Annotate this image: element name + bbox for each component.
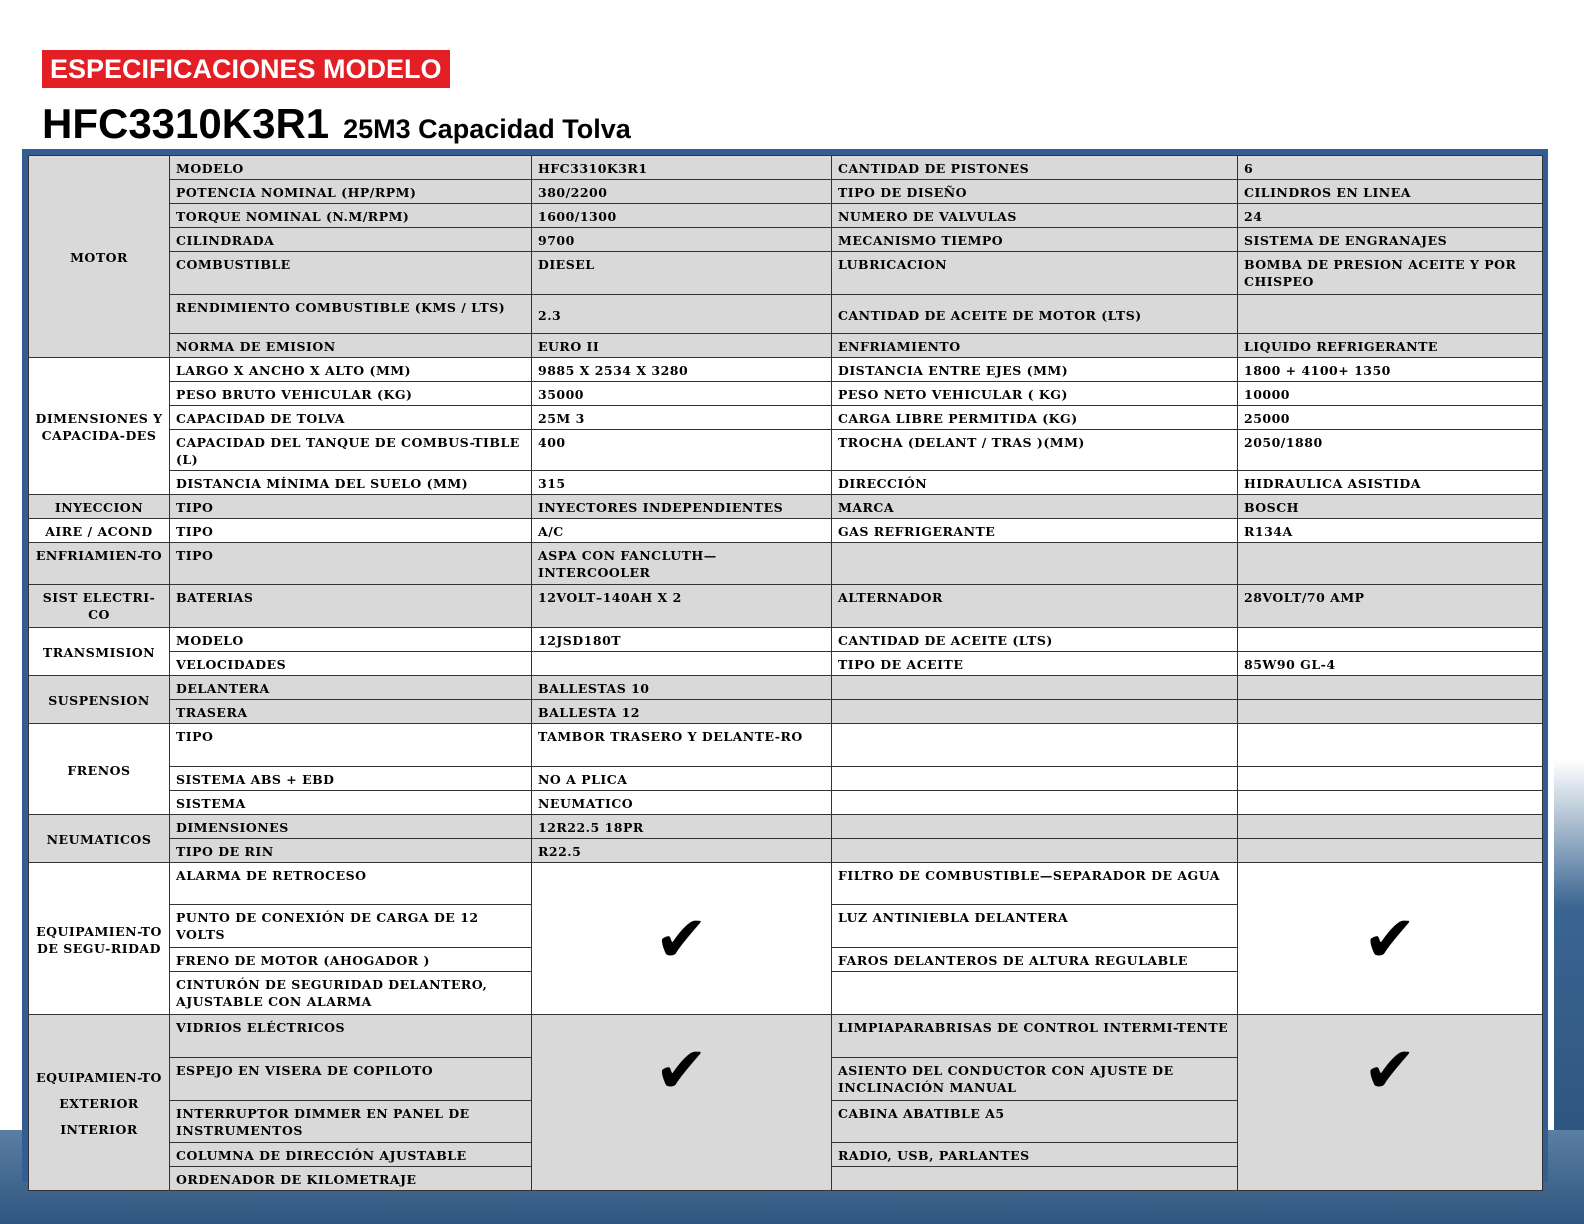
spec-value <box>1238 815 1543 839</box>
spec-value: 400 <box>532 430 832 471</box>
spec-label: SISTEMA <box>170 791 532 815</box>
spec-label: TIPO DE ACEITE <box>832 652 1238 676</box>
spec-label <box>832 676 1238 700</box>
spec-value: DIESEL <box>532 252 832 295</box>
spec-label: TORQUE NOMINAL (N.M/RPM) <box>170 204 532 228</box>
spec-table <box>28 155 1543 1191</box>
spec-label: MODELO <box>170 628 532 652</box>
table-row <box>29 228 1543 252</box>
spec-label: TIPO <box>170 543 532 585</box>
spec-label: PESO NETO VEHICULAR ( KG) <box>832 382 1238 406</box>
model-name: HFC3310K3R1 <box>42 100 330 147</box>
spec-label: CAPACIDAD DEL TANQUE DE COMBUS-TIBLE (L) <box>170 430 532 471</box>
section-suspension: SUSPENSION <box>29 676 170 724</box>
check-icon: ✔ <box>1362 1034 1418 1108</box>
spec-label <box>832 839 1238 863</box>
table-row <box>29 628 1543 652</box>
spec-label <box>832 815 1238 839</box>
table-row <box>29 358 1543 382</box>
spec-label: MARCA <box>832 495 1238 519</box>
spec-label: CANTIDAD DE ACEITE (LTS) <box>832 628 1238 652</box>
spec-label: NORMA DE EMISION <box>170 334 532 358</box>
spec-label: PESO BRUTO VEHICULAR (KG) <box>170 382 532 406</box>
spec-value: A/C <box>532 519 832 543</box>
table-row <box>29 495 1543 519</box>
table-row <box>29 156 1543 180</box>
equip-item: ASIENTO DEL CONDUCTOR CON AJUSTE DE INCLINACIÓN MANUAL <box>832 1058 1238 1101</box>
spec-value <box>532 652 832 676</box>
spec-value: 10000 <box>1238 382 1543 406</box>
spec-value: R22.5 <box>532 839 832 863</box>
spec-value: 1600/1300 <box>532 204 832 228</box>
spec-value <box>1238 628 1543 652</box>
spec-value: NO A PLICA <box>532 767 832 791</box>
spec-value: HIDRAULICA ASISTIDA <box>1238 471 1543 495</box>
spec-label: DIRECCIÓN <box>832 471 1238 495</box>
spec-badge: ESPECIFICACIONES MODELO <box>42 50 450 88</box>
spec-value <box>1238 295 1543 334</box>
table-row <box>29 585 1543 628</box>
spec-value: 1800 + 4100+ 1350 <box>1238 358 1543 382</box>
section-inyeccion: INYECCION <box>29 495 170 519</box>
section-exterior-label-3: INTERIOR <box>60 1121 138 1137</box>
table-row <box>29 430 1543 471</box>
section-enfriamiento: ENFRIAMIEN-TO <box>29 543 170 585</box>
spec-label: TIPO <box>170 519 532 543</box>
check-icon: ✔ <box>1362 902 1418 977</box>
table-row <box>29 791 1543 815</box>
spec-label: CAPACIDAD DE TOLVA <box>170 406 532 430</box>
equip-item: PUNTO DE CONEXIÓN DE CARGA DE 12 VOLTS <box>170 905 532 948</box>
spec-label: ALTERNADOR <box>832 585 1238 628</box>
section-dimensiones: DIMENSIONES Y CAPACIDA-DES <box>29 358 170 495</box>
table-row <box>29 767 1543 791</box>
table-row <box>29 700 1543 724</box>
spec-label: COMBUSTIBLE <box>170 252 532 295</box>
section-electrico: SIST ELECTRI-CO <box>29 585 170 628</box>
spec-value: 12JSD180T <box>532 628 832 652</box>
spec-label <box>832 700 1238 724</box>
spec-value: CILINDROS EN LINEA <box>1238 180 1543 204</box>
table-row <box>29 471 1543 495</box>
table-row <box>29 519 1543 543</box>
spec-value: 12VOLT–140AH X 2 <box>532 585 832 628</box>
section-motor: MOTOR <box>29 156 170 358</box>
spec-label: TIPO <box>170 495 532 519</box>
spec-label: TIPO DE RIN <box>170 839 532 863</box>
spec-label: TRASERA <box>170 700 532 724</box>
table-row <box>29 334 1543 358</box>
spec-value: NEUMATICO <box>532 791 832 815</box>
equip-item: LUZ ANTINIEBLA DELANTERA <box>832 905 1238 948</box>
table-row <box>29 180 1543 204</box>
spec-label: TIPO <box>170 724 532 767</box>
equip-item: RADIO, USB, PARLANTES <box>832 1143 1238 1167</box>
spec-value: BALLESTAS 10 <box>532 676 832 700</box>
spec-value: LIQUIDO REFRIGERANTE <box>1238 334 1543 358</box>
spec-value: INYECTORES INDEPENDIENTES <box>532 495 832 519</box>
table-row <box>29 676 1543 700</box>
spec-label: DIMENSIONES <box>170 815 532 839</box>
spec-value: 380/2200 <box>532 180 832 204</box>
spec-value: 6 <box>1238 156 1543 180</box>
check-cell <box>532 1015 832 1191</box>
spec-label: DISTANCIA ENTRE EJES (MM) <box>832 358 1238 382</box>
section-exterior-interior <box>29 1015 170 1191</box>
spec-value: 25000 <box>1238 406 1543 430</box>
spec-label <box>832 724 1238 767</box>
spec-value: 12R22.5 18PR <box>532 815 832 839</box>
spec-value: ASPA CON FANCLUTH—INTERCOOLER <box>532 543 832 585</box>
equip-item: CABINA ABATIBLE A5 <box>832 1101 1238 1143</box>
check-cell <box>1238 1015 1543 1191</box>
section-neumaticos: NEUMATICOS <box>29 815 170 863</box>
spec-value: BOMBA DE PRESION ACEITE Y POR CHISPEO <box>1238 252 1543 295</box>
spec-label: CANTIDAD DE PISTONES <box>832 156 1238 180</box>
equip-item: VIDRIOS ELÉCTRICOS <box>170 1015 532 1058</box>
table-row <box>29 652 1543 676</box>
spec-label: TROCHA (DELANT / TRAS )(MM) <box>832 430 1238 471</box>
spec-label: SISTEMA ABS + EBD <box>170 767 532 791</box>
check-icon: ✔ <box>654 1034 709 1108</box>
table-row <box>29 1015 1543 1058</box>
equip-item: FRENO DE MOTOR (AHOGADOR ) <box>170 948 532 972</box>
spec-value: SISTEMA DE ENGRANAJES <box>1238 228 1543 252</box>
table-row <box>29 839 1543 863</box>
table-row <box>29 406 1543 430</box>
spec-value: 24 <box>1238 204 1543 228</box>
equip-item: ESPEJO EN VISERA DE COPILOTO <box>170 1058 532 1101</box>
spec-value: HFC3310K3R1 <box>532 156 832 180</box>
spec-label: DELANTERA <box>170 676 532 700</box>
table-row <box>29 382 1543 406</box>
spec-label: MECANISMO TIEMPO <box>832 228 1238 252</box>
table-row <box>29 815 1543 839</box>
section-transmision: TRANSMISION <box>29 628 170 676</box>
spec-value: TAMBOR TRASERO Y DELANTE-RO <box>532 724 832 767</box>
spec-value <box>1238 700 1543 724</box>
spec-value: 2050/1880 <box>1238 430 1543 471</box>
spec-value <box>1238 767 1543 791</box>
check-icon: ✔ <box>654 902 709 977</box>
section-frenos: FRENOS <box>29 724 170 815</box>
page-title <box>42 100 631 148</box>
spec-label <box>832 543 1238 585</box>
equip-item: ALARMA DE RETROCESO <box>170 863 532 905</box>
section-exterior-label-1: EQUIPAMIEN-TO <box>36 1069 162 1085</box>
spec-value: BALLESTA 12 <box>532 700 832 724</box>
check-cell <box>532 863 832 1015</box>
spec-label: MODELO <box>170 156 532 180</box>
spec-value: 35000 <box>532 382 832 406</box>
spec-label: ENFRIAMIENTO <box>832 334 1238 358</box>
spec-label: TIPO DE DISEÑO <box>832 180 1238 204</box>
spec-label: RENDIMIENTO COMBUSTIBLE (KMS / LTS) <box>170 295 532 334</box>
spec-value: 25M 3 <box>532 406 832 430</box>
spec-value: EURO II <box>532 334 832 358</box>
spec-value: 85W90 GL-4 <box>1238 652 1543 676</box>
equip-item: FILTRO DE COMBUSTIBLE—SEPARADOR DE AGUA <box>832 863 1238 905</box>
table-row <box>29 863 1543 905</box>
spec-value: R134A <box>1238 519 1543 543</box>
background-wedge <box>1554 760 1584 1130</box>
equip-item <box>832 972 1238 1015</box>
table-row <box>29 204 1543 228</box>
spec-value <box>1238 839 1543 863</box>
spec-value <box>1238 724 1543 767</box>
model-subtitle: 25M3 Capacidad Tolva <box>343 114 631 144</box>
equip-item: ORDENADOR DE KILOMETRAJE <box>170 1167 532 1191</box>
table-row <box>29 252 1543 295</box>
section-seguridad: EQUIPAMIEN-TO DE SEGU-RIDAD <box>29 863 170 1015</box>
spec-value: 315 <box>532 471 832 495</box>
table-row <box>29 724 1543 767</box>
spec-label: POTENCIA NOMINAL (HP/RPM) <box>170 180 532 204</box>
spec-value: 9885 X 2534 X 3280 <box>532 358 832 382</box>
spec-label: LUBRICACION <box>832 252 1238 295</box>
spec-value: 9700 <box>532 228 832 252</box>
check-cell <box>1238 863 1543 1015</box>
table-row <box>29 295 1543 334</box>
spec-label: CANTIDAD DE ACEITE DE MOTOR (LTS) <box>832 295 1238 334</box>
spec-label: NUMERO DE VALVULAS <box>832 204 1238 228</box>
spec-value: BOSCH <box>1238 495 1543 519</box>
equip-item: INTERRUPTOR DIMMER EN PANEL DE INSTRUMENTOS <box>170 1101 532 1143</box>
spec-label: BATERIAS <box>170 585 532 628</box>
spec-value <box>1238 543 1543 585</box>
equip-item: LIMPIAPARABRISAS DE CONTROL INTERMI-TENTE <box>832 1015 1238 1058</box>
spec-value: 28VOLT/70 AMP <box>1238 585 1543 628</box>
spec-value <box>1238 791 1543 815</box>
spec-label: DISTANCIA MÍNIMA DEL SUELO (MM) <box>170 471 532 495</box>
spec-value: 2.3 <box>532 295 832 334</box>
spec-label <box>832 791 1238 815</box>
spec-label: CILINDRADA <box>170 228 532 252</box>
equip-item: FAROS DELANTEROS DE ALTURA REGULABLE <box>832 948 1238 972</box>
spec-label <box>832 767 1238 791</box>
equip-item: CINTURÓN DE SEGURIDAD DELANTERO, AJUSTABLE CON ALARMA <box>170 972 532 1015</box>
table-row <box>29 543 1543 585</box>
spec-value <box>1238 676 1543 700</box>
equip-item <box>832 1167 1238 1191</box>
section-exterior-label-2: EXTERIOR <box>59 1095 139 1111</box>
spec-label: LARGO X ANCHO X ALTO (MM) <box>170 358 532 382</box>
equip-item: COLUMNA DE DIRECCIÓN AJUSTABLE <box>170 1143 532 1167</box>
spec-label: CARGA LIBRE PERMITIDA (KG) <box>832 406 1238 430</box>
section-aire: AIRE / ACOND <box>29 519 170 543</box>
spec-label: VELOCIDADES <box>170 652 532 676</box>
spec-label: GAS REFRIGERANTE <box>832 519 1238 543</box>
